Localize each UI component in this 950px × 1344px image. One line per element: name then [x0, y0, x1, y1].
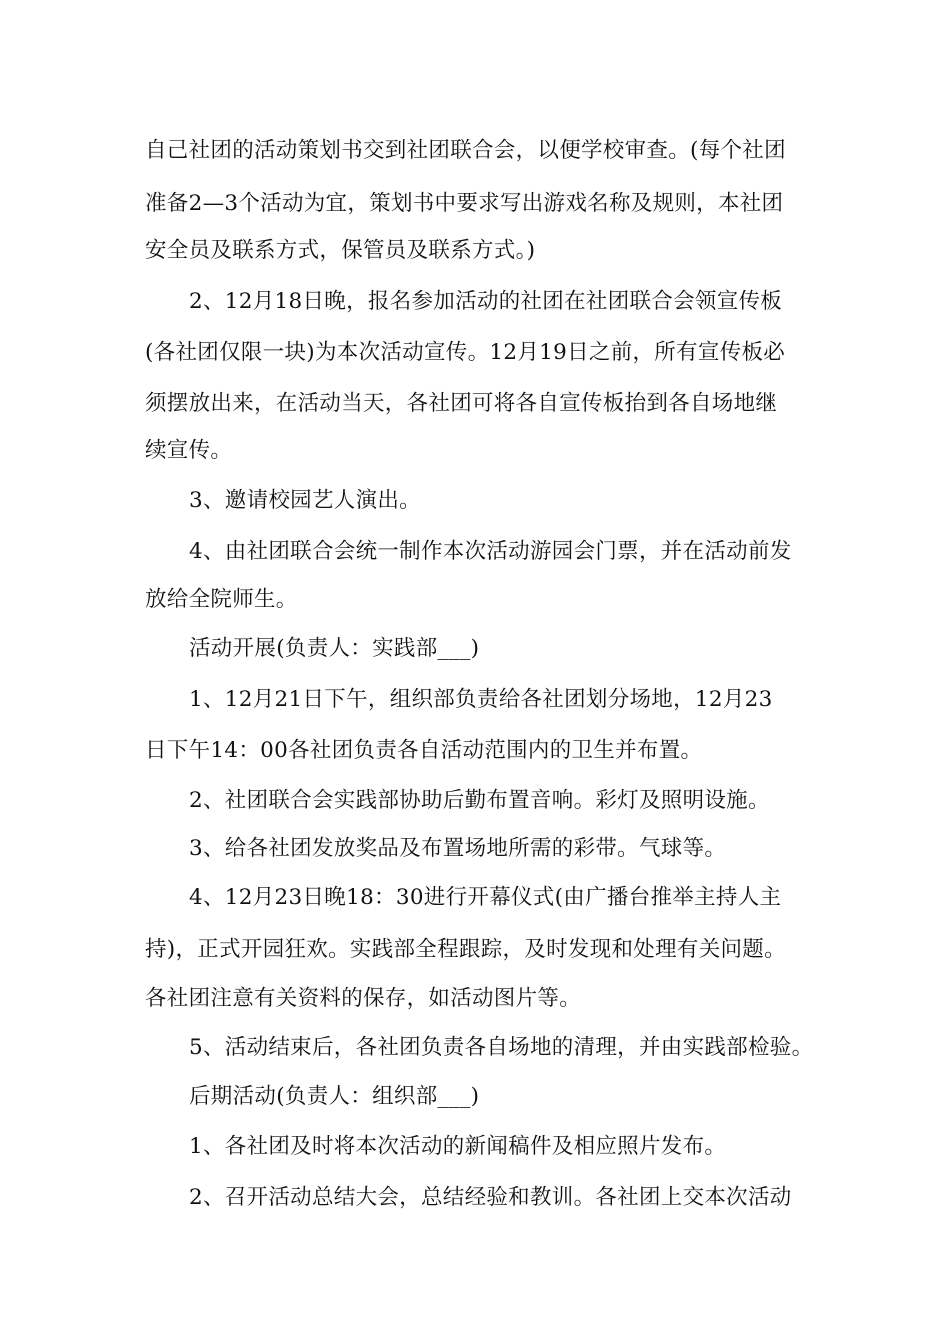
text-line: 2、社团联合会实践部协助后勤布置音响。彩灯及照明设施。: [189, 788, 770, 813]
text-line: 4、由社团联合会统一制作本次活动游园会门票，并在活动前发: [189, 539, 792, 564]
section-heading: 后期活动(负责人：组织部___): [189, 1084, 480, 1109]
text-line: 放给全院师生。: [145, 587, 298, 612]
section-heading: 活动开展(负责人：实践部___): [189, 636, 480, 661]
text-line: 安全员及联系方式，保管员及联系方式。): [145, 238, 536, 263]
text-line: 各社团注意有关资料的保存，如活动图片等。: [145, 986, 582, 1011]
text-line: 1、12月21日下午，组织部负责给各社团划分场地，12月23: [189, 687, 773, 712]
text-line: 自己社团的活动策划书交到社团联合会，以便学校审查。(每个社团: [145, 138, 786, 163]
text-line: (各社团仅限一块)为本次活动宣传。12月19日之前，所有宣传板必: [145, 340, 786, 365]
text-line: 3、给各社团发放奖品及布置场地所需的彩带。气球等。: [189, 836, 727, 861]
text-line: 日下午14：00各社团负责各自活动范围内的卫生并布置。: [145, 738, 703, 763]
text-line: 4、12月23日晚18：30进行开幕仪式(由广播台推举主持人主: [189, 885, 782, 910]
text-line: 准备2—3个活动为宜，策划书中要求写出游戏名称及规则，本社团: [145, 191, 784, 216]
text-line: 续宣传。: [145, 438, 233, 463]
text-line: 2、12月18日晚，报名参加活动的社团在社团联合会领宣传板: [189, 289, 783, 314]
text-line: 须摆放出来，在活动当天，各社团可将各自宣传板抬到各自场地继: [145, 391, 778, 416]
text-line: 1、各社团及时将本次活动的新闻稿件及相应照片发布。: [189, 1134, 727, 1159]
text-line: 5、活动结束后，各社团负责各自场地的清理，并由实践部检验。: [189, 1035, 814, 1060]
text-line: 持)，正式开园狂欢。实践部全程跟踪，及时发现和处理有关问题。: [145, 937, 786, 962]
text-line: 2、召开活动总结大会，总结经验和教训。各社团上交本次活动: [189, 1185, 792, 1210]
text-line: 3、邀请校园艺人演出。: [189, 488, 421, 513]
